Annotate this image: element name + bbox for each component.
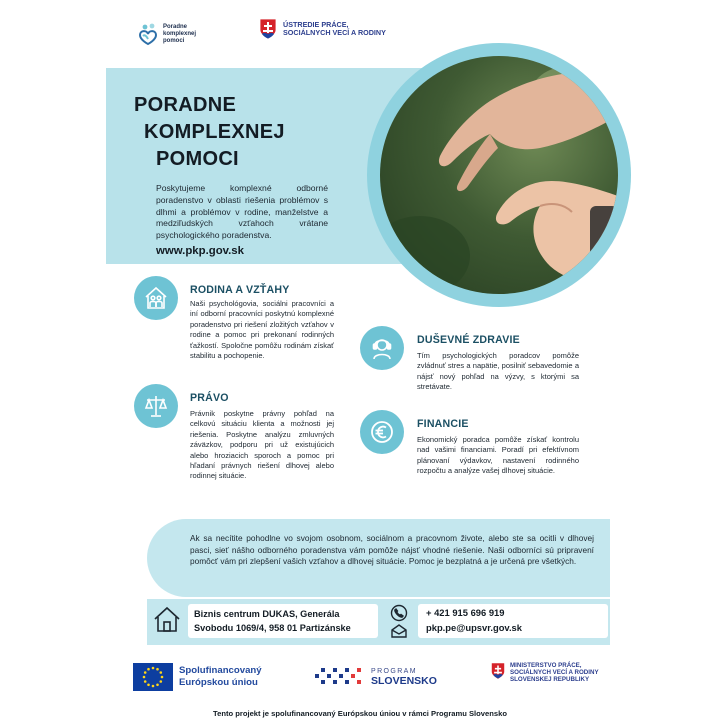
section-text-rodina: Naši psychológovia, sociálni pracovníci a iní odborní pracovníci poskytnú komplexné poradenstvo pri riešení zložitých vzťahov v rodine a pomoc pri prekonaní rodinných ťažkostí. Spoločne pomôžu rodinám získať stabilitu a pochopenie. [190, 299, 334, 361]
title-line-2: KOMPLEXNEJ [144, 121, 285, 143]
address-line-1: Biznis centrum DUKAS, Generála [194, 609, 340, 619]
section-title-pravo: PRÁVO [190, 392, 229, 404]
pkp-heart-icon [137, 22, 159, 46]
eu-logo-text [179, 665, 262, 689]
eu-line-2: Európskou úniou [179, 677, 258, 688]
eu-flag-icon [133, 663, 173, 691]
address-line-2: Svobodu 1069/4, 958 01 Partizánske [194, 623, 351, 633]
pkp-logo [137, 22, 203, 46]
title-line-3: POMOCI [156, 148, 239, 170]
psychologist-headset-icon [360, 326, 404, 370]
slovak-emblem-icon [259, 18, 277, 40]
home-icon [152, 604, 182, 639]
hero-photo-hands [380, 56, 618, 294]
upsvr-logo [259, 18, 388, 40]
mail-icon [390, 624, 408, 643]
slovensko-label: SLOVENSKO [371, 674, 437, 687]
eu-cofunded-logo [133, 663, 262, 691]
program-slovensko-icon [313, 664, 365, 690]
scales-of-justice-icon [134, 384, 178, 428]
ministry-logo [491, 662, 605, 684]
cofunding-note: Tento projekt je spolufinancovaný Európskou úniou v rámci Programu Slovensko [213, 709, 507, 718]
address-box [188, 604, 378, 638]
section-text-pravo: Právnik poskytne právny pohľad na celkovú situáciu klienta a možnosti jej riešenia. Poskytne analýzu zmluvných záväzkov, podporu pri už existujúcich alebo hroziacich sporoch a pomoc pri hľadaní právnych riešení dlhovej alebo rodinnej situácie. [190, 409, 334, 481]
website-link[interactable]: www.pkp.gov.sk [156, 245, 244, 257]
section-title-dusevne: DUŠEVNÉ ZDRAVIE [417, 334, 520, 346]
euro-coin-icon [360, 410, 404, 454]
info-banner-text: Ak sa necítite pohodlne vo svojom osobnom, sociálnom a pracovnom živote, alebo ste sa ocitli v dlhovej pasci, sieť nášho odborného poradenstva vám pomôže nájsť vhodné riešenie. Naši odborníci sú pripravení pomôcť vám pri zlepšení vašich vzťahov a dlhovej situácie. Pomoc je bezplatná a je určená pre všetkých. [190, 533, 594, 567]
program-slovensko-logo [313, 664, 437, 690]
eu-line-1: Spolufinancovaný [179, 665, 262, 676]
program-label: PROGRAM [371, 667, 417, 675]
section-text-dusevne: Tím psychologických poradcov pomôže zvládnuť stres a napätie, posilniť sebavedomie a nájsť nový pohľad na výzvy, s ktorými sa stretávate. [417, 351, 579, 392]
ministry-logo-text: MINISTERSTVO PRÁCE, SOCIÁLNYCH VECÍ A RODINY SLOVENSKEJ REPUBLIKY [510, 662, 599, 684]
slovak-emblem-small-icon [491, 662, 505, 680]
title-line-1: PORADNE [134, 94, 237, 116]
section-text-financie: Ekonomický poradca pomôže získať kontrolu nad vašimi financiami. Poradí pri efektívnom plánovaní výdavkov, nastavení rodinného rozpočtu a analýze vašej dlhovej situácie. [417, 435, 579, 476]
pkp-logo-text: Poradne komplexnej pomoci [163, 23, 197, 44]
section-title-rodina: RODINA A VZŤAHY [190, 284, 290, 296]
email-address[interactable]: pkp.pe@upsvr.gov.sk [426, 622, 522, 633]
hero-description: Poskytujeme komplexné odborné poradenstvo v oblasti riešenia problémov s dlhmi a problémov v rodine, manželstve a medziľudských vzťahoch vrátane psychologického poradenstva. [156, 183, 328, 241]
page-title [134, 92, 285, 173]
contact-box [418, 604, 608, 638]
phone-number[interactable]: + 421 915 696 919 [426, 607, 505, 618]
section-title-financie: FINANCIE [417, 418, 469, 430]
family-house-icon [134, 276, 178, 320]
upsvr-logo-text: ÚSTREDIE PRÁCE, SOCIÁLNYCH VECÍ A RODINY [283, 19, 386, 37]
